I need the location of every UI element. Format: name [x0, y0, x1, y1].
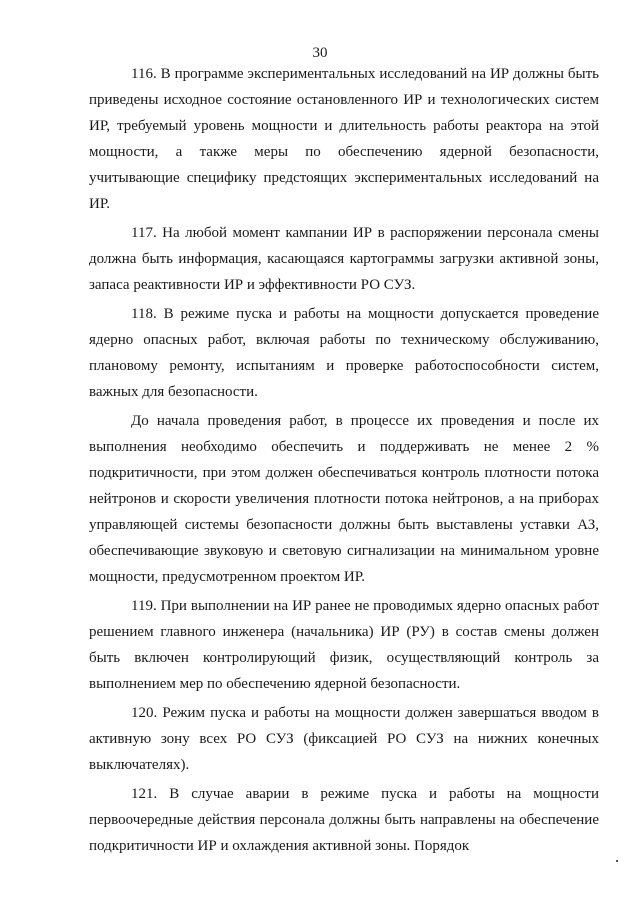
- paragraph-117: 117. На любой момент кампании ИР в распоряжении персонала смены должна быть информация, касающаяся картограммы загрузки активной зоны, запаса реактивности ИР и эффективности РО СУЗ.: [89, 225, 599, 293]
- paragraph-118-continued: До начала проведения работ, в процессе их проведения и после их выполнения необходимо обеспечить и поддерживать не менее 2 % подкритичности, при этом должен обеспечиваться контроль плотности потока нейтронов и скорости увеличения плотности потока нейтронов, а на приборах управляющей системы безопасности должны быть выставлены уставки АЗ, обеспечивающие звуковую и световую сигнализации на минимальном уровне мощности, предусмотренном проектом ИР.: [89, 413, 599, 585]
- page-number: 30: [312, 45, 328, 61]
- paragraph-119: 119. При выполнении на ИР ранее не проводимых ядерно опасных работ решением главного инженера (начальника) ИР (РУ) в состав смены должен быть включен контролирующий физик, осуществляющий контроль за выполнением мер по обеспечению ядерной безопасности.: [89, 598, 599, 692]
- paragraph-118: 118. В режиме пуска и работы на мощности допускается проведение ядерно опасных работ, включая работы по техническому обслуживанию, плановому ремонту, испытаниям и проверке работоспособности систем, важных для безопасности.: [89, 306, 599, 400]
- paragraph-116: 116. В программе экспериментальных исследований на ИР должны быть приведены исходное состояние остановленного ИР и технологических систем ИР, требуемый уровень мощности и длительность работы реактора на этой мощности, а также меры по обеспечению ядерной безопасности, учитывающие специфику предстоящих экспериментальных исследований на ИР.: [89, 66, 599, 212]
- scan-artifact-dot: [616, 860, 618, 862]
- paragraph-121: 121. В случае аварии в режиме пуска и работы на мощности первоочередные действия персонала должны быть направлены на обеспечение подкритичности ИР и охлаждения активной зоны. Порядок: [89, 786, 599, 854]
- document-body: [89, 61, 599, 859]
- paragraph-120: 120. Режим пуска и работы на мощности должен завершаться вводом в активную зону всех РО СУЗ (фиксацией РО СУЗ на нижних конечных выключателях).: [89, 705, 599, 773]
